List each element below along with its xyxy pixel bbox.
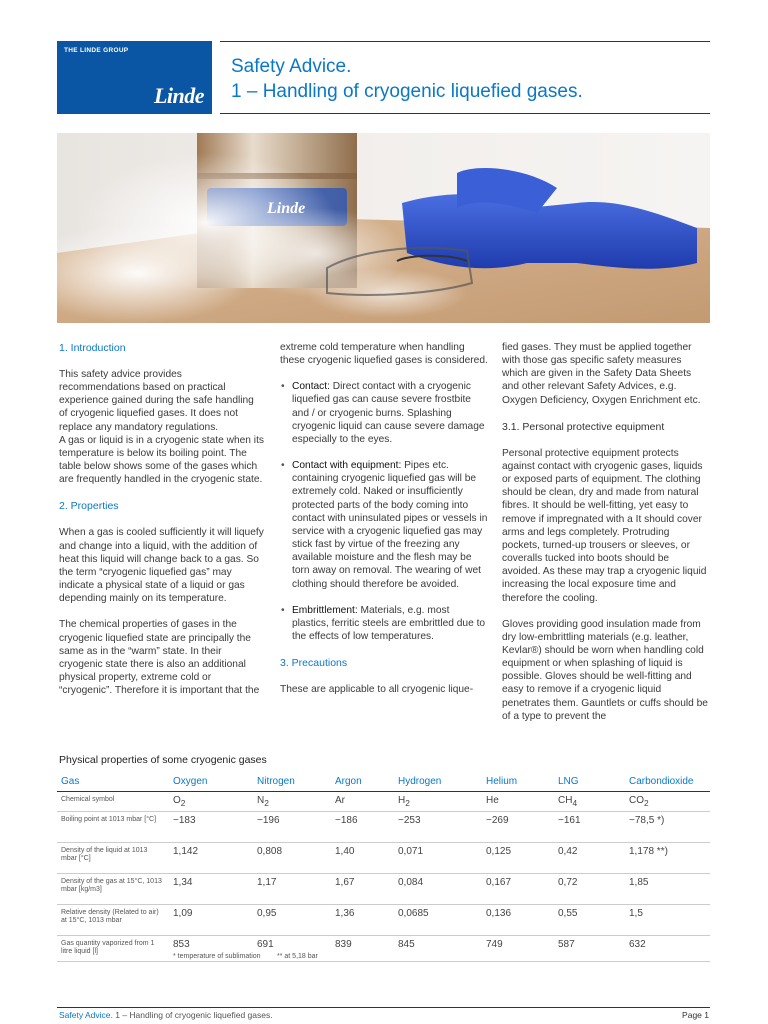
table-cell: 1,5 (625, 904, 710, 935)
row-label: Density of the liquid at 1013 mbar [°C] (57, 842, 169, 873)
table-cell: 1,85 (625, 873, 710, 904)
footnote-pressure: ** at 5,18 bar (277, 953, 318, 960)
table-cell: 632 (625, 935, 710, 961)
footnote-sublimation: * temperature of sublimation (173, 953, 261, 960)
table-cell: 1,34 (169, 873, 253, 904)
table-row (57, 842, 710, 873)
linde-logo (57, 41, 212, 114)
table-cell: −196 (253, 811, 331, 842)
table-cell: −161 (554, 811, 625, 842)
section-heading-introduction: 1. Introduction (59, 342, 126, 354)
table-cell: 0,808 (253, 842, 331, 873)
paragraph: The chemical properties of gases in the cryogenic liquefied state are principally the same as in the “warm” state. In their cryogenic state there is also an additional physical property, extreme cold or “cryogenic”. Therefore it is important that the (59, 619, 260, 697)
logo-wordmark: Linde (153, 83, 204, 108)
subsection-heading-ppe: 3.1. Personal protective equipment (502, 420, 665, 433)
footer-title-bold: Safety Advice. (59, 1010, 113, 1020)
table-cell: 1,40 (331, 842, 394, 873)
page-title (231, 54, 583, 104)
table-cell: 0,084 (394, 873, 482, 904)
row-label: Chemical symbol (57, 791, 169, 811)
text-column-1 (59, 341, 264, 710)
paragraph: Personal protective equipment protects against contact with cryogenic gases, liquids or exposed parts of equipment. The clothing should be clean, dry and made from natural fibres. It should be well-fitting, yet easy to remove if impregnated with a It should cover arms and legs completely. Protruding pockets, turned-up trousers or sleeves, or coveralls tucked into boots should be avoided. As these may trap a cryogenic liquid increasing the local exposure time and therefore the cooling. (502, 447, 707, 604)
paragraph: This safety advice provides recommendations based on practical experience gained during the safe handling of cryogenic liquefied gases. It does not replace any mandatory regulations. (59, 369, 254, 433)
footer-title-rest: 1 – Handling of cryogenic liquefied gases. (112, 1010, 273, 1020)
table-cell: 1,67 (331, 873, 394, 904)
table-cell: 1,36 (331, 904, 394, 935)
table-cell: −269 (482, 811, 554, 842)
table-cell: 853 (169, 935, 253, 961)
logo-group-text: THE LINDE GROUP (64, 47, 129, 54)
properties-table (57, 773, 710, 962)
table-cell: 0,95 (253, 904, 331, 935)
table-title: Physical properties of some cryogenic gases (59, 754, 267, 766)
paragraph: Gloves providing good insulation made from dry low-embrittling materials (e.g. leather, Kevlar®) should be worn when handling cold equipment or when splashing of liquid is possible. Gloves should be well-fitting and easy to remove if a cryogenic liquid penetrates them. Gauntlets or cuffs should be of a type to prevent the (502, 618, 708, 722)
header-rule-top (220, 41, 710, 42)
hero-illustration (57, 133, 710, 323)
table-header-row (57, 773, 710, 791)
table-cell: 1,142 (169, 842, 253, 873)
table-cell: $O_2$ (169, 791, 253, 811)
footer-doc-title (59, 1010, 273, 1020)
row-label: Boiling point at 1013 mbar [°C] (57, 811, 169, 842)
table-cell: 1,09 (169, 904, 253, 935)
paragraph: These are applicable to all cryogenic lique- (280, 684, 474, 696)
table-cell: 1,17 (253, 873, 331, 904)
table-cell: $N_2$ (253, 791, 331, 811)
bullet-label: Contact: (292, 381, 330, 393)
table-cell: 0,72 (554, 873, 625, 904)
row-label: Density of the gas at 15°C, 1013 mbar [kg/m3] (57, 873, 169, 904)
header-rule-bottom (220, 113, 710, 114)
bullet-text: Direct contact with a cryogenic liquefied gas can cause severe frostbite and / or cryogenic burns. Splashing cryogenic liquid can cause severe damage especially to the eyes. (292, 381, 485, 445)
paragraph: A gas or liquid is in a cryogenic state when its temperature is below its boiling point. The table below shows some of the gases which are frequently handled in the cryogenic state. (59, 434, 264, 486)
table-cell: $CO_2$ (625, 791, 710, 811)
table-cell: 0,0685 (394, 904, 482, 935)
table-cell: He (482, 791, 554, 811)
table-row (57, 791, 710, 811)
table-cell: $CH_4$ (554, 791, 625, 811)
column-header: Gas (57, 773, 169, 791)
page-number: Page 1 (682, 1010, 709, 1020)
table-cell: 1,178 **) (625, 842, 710, 873)
table-cell: 691 (253, 935, 331, 961)
table-row (57, 811, 710, 842)
column-header: Argon (331, 773, 394, 791)
section-heading-precautions: 3. Precautions (280, 657, 348, 670)
column-header: Nitrogen (253, 773, 331, 791)
bullet-text: Pipes etc. containing cryogenic liquefied gas will be extremely cold. Naked or insufficiently protected parts of the body coming into contact with uninsulated pipes or vessels in service with a cryogenic liquefied gas may stick fast by virtue of the freezing any available moisture and the flesh may be torn away on removal. The wearing of wet clothing should therefore be avoided. (292, 460, 488, 590)
table-cell: 0,125 (482, 842, 554, 873)
bullet-text: Materials, e.g. most plastics, ferritic steels are embrittled due to the effects of low temperatures. (292, 604, 486, 642)
column-header: Helium (482, 773, 554, 791)
column-header: Hydrogen (394, 773, 482, 791)
table-cell: 0,167 (482, 873, 554, 904)
column-header: Oxygen (169, 773, 253, 791)
title-line-1: Safety Advice. (231, 56, 352, 77)
table-cell: −183 (169, 811, 253, 842)
section-heading-properties: 2. Properties (59, 500, 119, 513)
table-cell: 0,42 (554, 842, 625, 873)
table-row (57, 873, 710, 904)
row-label: Gas quantity vaporized from 1 litre liquid [l] (57, 935, 169, 961)
title-line-2: 1 – Handling of cryogenic liquefied gases. (231, 81, 583, 102)
bullet-item-embrittlement (280, 604, 488, 643)
table-cell: 0,071 (394, 842, 482, 873)
bullet-label: Embrittlement: (292, 604, 358, 616)
table-cell: 749 (482, 935, 554, 961)
footer-rule (57, 1007, 710, 1008)
table-row (57, 904, 710, 935)
table-cell: −186 (331, 811, 394, 842)
text-column-3 (502, 341, 710, 736)
paragraph: extreme cold temperature when handling these cryogenic liquefied gases is considered. (280, 342, 488, 367)
table-cell: 839 (331, 935, 394, 961)
column-header: Carbondioxide (625, 773, 710, 791)
table-row (57, 935, 710, 961)
paragraph: When a gas is cooled sufficiently it will liquefy and change into a liquid, with the addition of heat this liquid will change back to a gas. So the term “cryogenic liquefied gas” may indicate a physical state of a liquid or gas depending mainly on its temperature. (59, 527, 264, 605)
bullet-item-contact-equipment (280, 459, 488, 591)
bullet-item-contact (280, 380, 488, 446)
paragraph: fied gases. They must be applied together with those gas specific safety measures which are given in the Safety Data Sheets and other relevant Safety Advices, e.g. Oxygen Deficiency, Oxygen Enrichment etc. (502, 342, 701, 406)
table-cell: 0,55 (554, 904, 625, 935)
table-cell: 587 (554, 935, 625, 961)
column-header: LNG (554, 773, 625, 791)
table-cell: 845 (394, 935, 482, 961)
table-cell: Ar (331, 791, 394, 811)
table-cell: 0,136 (482, 904, 554, 935)
row-label: Relative density (Related to air) at 15°C, 1013 mbar (57, 904, 169, 935)
table-cell: −253 (394, 811, 482, 842)
text-column-2 (280, 341, 488, 709)
table-cell: $H_2$ (394, 791, 482, 811)
hero-photo (57, 133, 710, 323)
table-cell: −78,5 *) (625, 811, 710, 842)
bullet-label: Contact with equipment: (292, 460, 402, 472)
